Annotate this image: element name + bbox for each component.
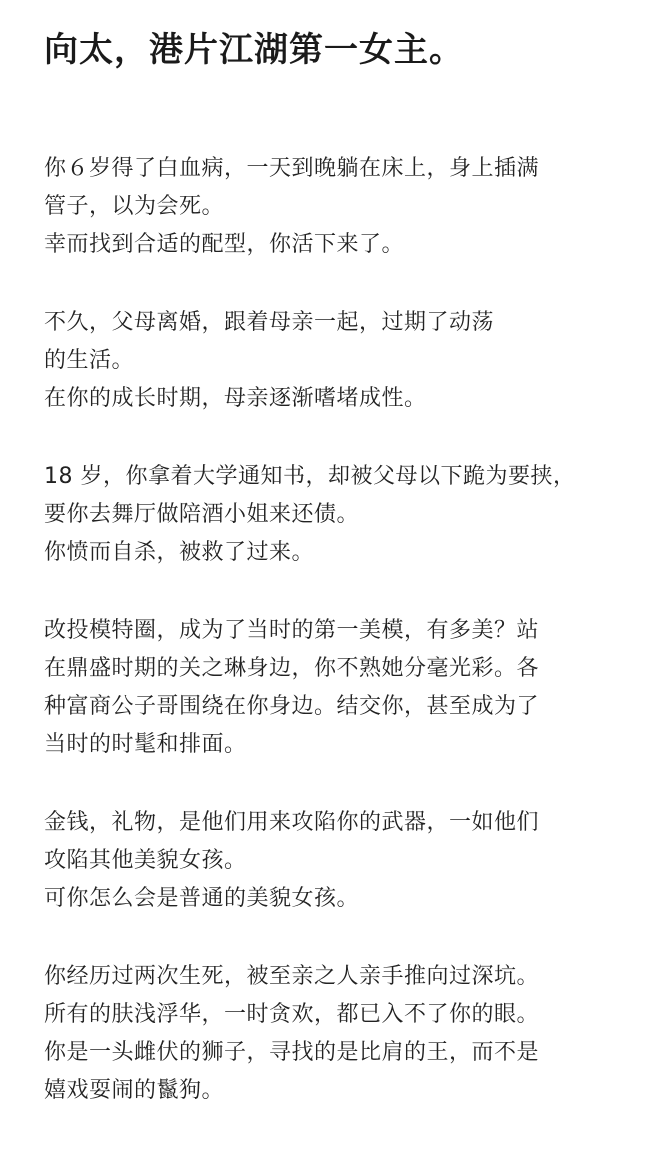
text-line: 可你怎么会是普通的美貌女孩。: [44, 886, 360, 911]
text-line: 当时的时髦和排面。: [44, 732, 247, 757]
article-body: [44, 150, 620, 1110]
paragraph-3: [44, 458, 620, 572]
paragraph-1: [44, 150, 620, 264]
text-line: 不久，父母离婚，跟着母亲一起，过期了动荡: [44, 310, 495, 335]
text-line: 管子，以为会死。: [44, 194, 225, 219]
paragraph-4: [44, 612, 620, 764]
text-line: 的生活。: [44, 348, 135, 373]
text-line: 所有的肤浅浮华，一时贪欢，都已入不了你的眼。: [44, 1002, 540, 1027]
paragraph-5: [44, 804, 620, 918]
paragraph-2: [44, 304, 620, 418]
text-line: 你愤而自杀，被救了过来。: [44, 540, 315, 565]
text-line: 你是一头雌伏的狮子，寻找的是比肩的王，而不是: [44, 1040, 540, 1065]
text-line: 你经历过两次生死，被至亲之人亲手推向过深坑。: [44, 964, 540, 989]
text-line: 种富商公子哥围绕在你身边。结交你，甚至成为了: [44, 694, 540, 719]
text-line: 金钱，礼物，是他们用来攻陷你的武器，一如他们: [44, 810, 540, 835]
text-line: 在鼎盛时期的关之琳身边，你不熟她分毫光彩。各: [44, 656, 540, 681]
article-title: 向太，港片江湖第一女主。: [44, 30, 464, 70]
text-line: 要你去舞厅做陪酒小姐来还债。: [44, 502, 360, 527]
text-line: 在你的成长时期，母亲逐渐嗜堵成性。: [44, 386, 427, 411]
text-line: 改投模特圈，成为了当时的第一美模，有多美？站: [44, 618, 540, 643]
text-line: 18 岁，你拿着大学通知书，却被父母以下跪为要挟，: [44, 464, 576, 489]
text-line: 幸而找到合适的配型，你活下来了。: [44, 232, 405, 257]
paragraph-6: [44, 958, 620, 1110]
text-line: 攻陷其他美貌女孩。: [44, 848, 247, 873]
text-line: 你６岁得了白血病，一天到晚躺在床上，身上插满: [44, 156, 540, 181]
text-line: 嬉戏耍闹的鬣狗。: [44, 1078, 225, 1103]
